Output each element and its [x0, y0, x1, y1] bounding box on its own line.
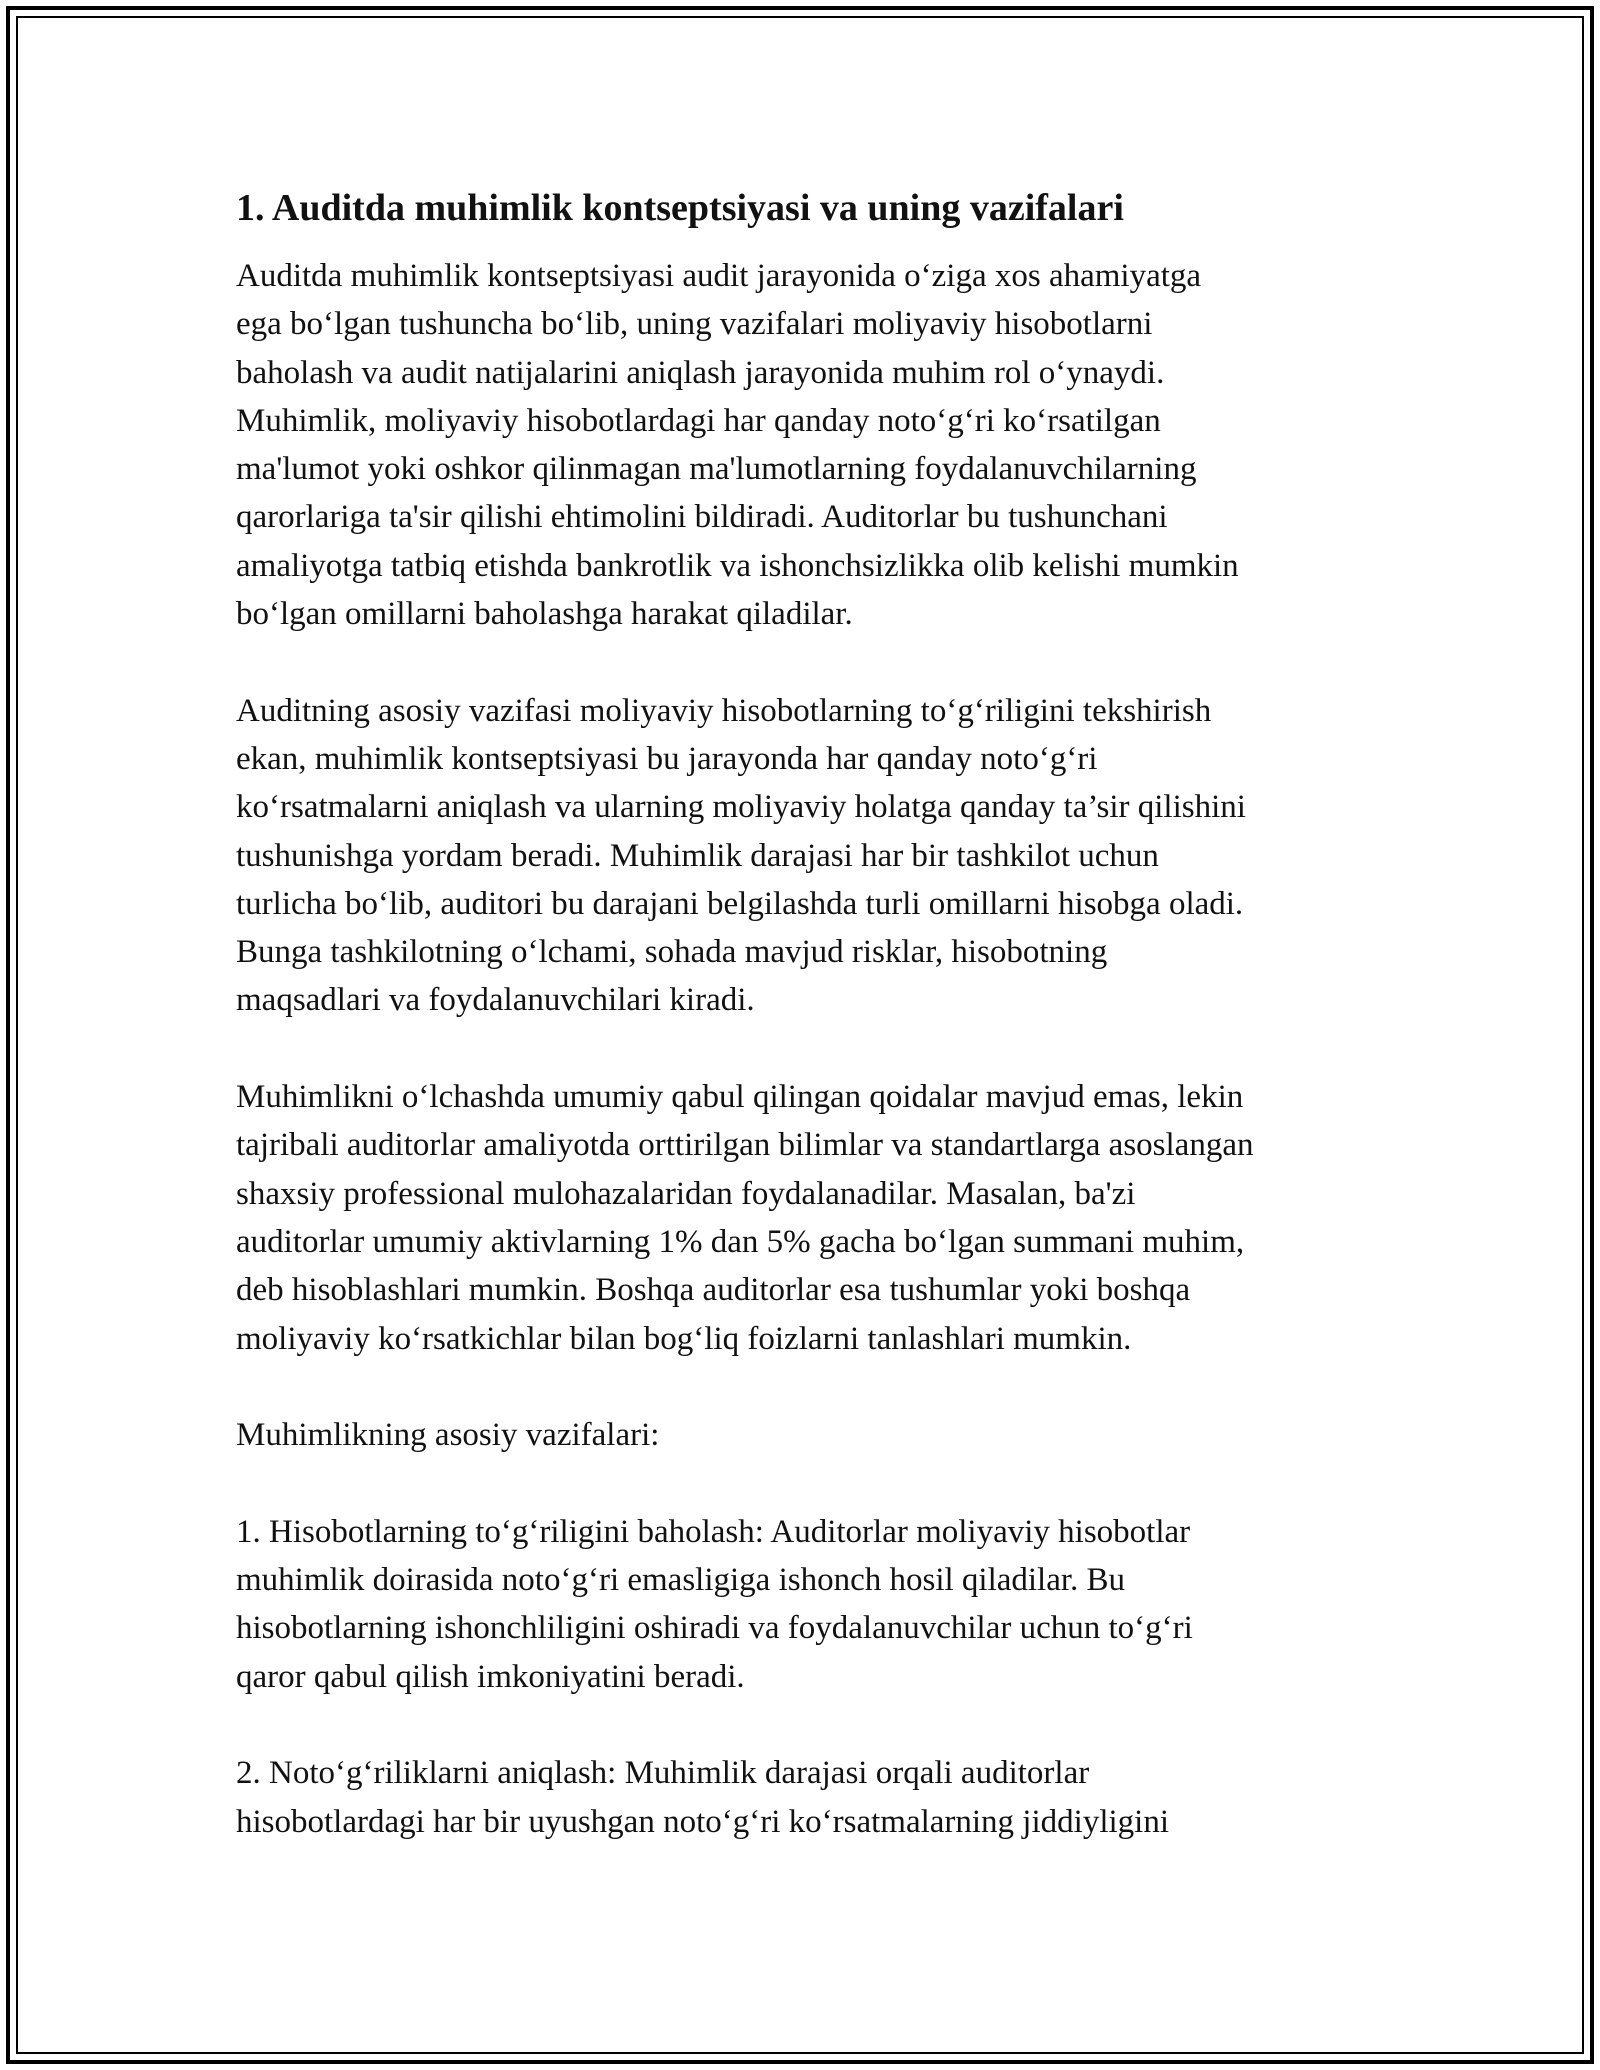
paragraph-spacer: [236, 638, 1366, 686]
paragraph-spacer: [236, 1025, 1366, 1073]
paragraph-list-intro: Muhimlikning asosiy vazifalari:: [236, 1417, 660, 1454]
paragraph-main-task: Auditning asosiy vazifasi moliyaviy hisobotlarning to‘g‘riligini tekshirish ekan, muhimlik kontseptsiyasi bu jarayonda har qanday noto‘g‘ri ko‘rsatmalarni aniqlash va ularning moliyaviy holatga qanday ta’sir qilishini tushunishga yordam beradi. Muhimlik darajasi har bir tashkilot uchun turlicha bo‘lib, auditori bu darajani belgilashda turli omillarni hisobga oladi. Bunga tashkilotning o‘lchami, sohada mavjud risklar, hisobotning maqsadlari va foydalanuvchilari kiradi.: [236, 692, 1246, 1019]
paragraph-spacer: [236, 1701, 1366, 1749]
document-body: [236, 184, 1366, 1846]
paragraph-intro: Auditda muhimlik kontseptsiyasi audit jarayonida o‘ziga xos ahamiyatga ega bo‘lgan tushuncha bo‘lib, uning vazifalari moliyaviy hisobotlarni baholash va audit natijalarini aniqlash jarayonida muhim rol o‘ynaydi. Muhimlik, moliyaviy hisobotlardagi har qanday noto‘g‘ri ko‘rsatilgan ma'lumot yoki oshkor qilinmagan ma'lumotlarning foydalanuvchilarning qarorlariga ta'sir qilishi ehtimolini bildiradi. Auditorlar bu tushunchani amaliyotga tatbiq etishda bankrotlik va ishonchsizlikka olib kelishi mumkin bo‘lgan omillarni baholashga harakat qiladilar.: [236, 258, 1239, 633]
list-item-1: 1. Hisobotlarning to‘g‘riligini baholash: Auditorlar moliyaviy hisobotlar muhimlik doirasida noto‘g‘ri emasligiga ishonch hosil qiladilar. Bu hisobotlarning ishonchliligini oshiradi va foydalanuvchilar uchun to‘g‘ri qaror qabul qilish imkoniyatini beradi.: [236, 1513, 1193, 1695]
paragraph-measurement: Muhimlikni o‘lchashda umumiy qabul qilingan qoidalar mavjud emas, lekin tajribali auditorlar amaliyotda orttirilgan bilimlar va standartlarga asoslangan shaxsiy professional mulohazalaridan foydalanadilar. Masalan, ba'zi auditorlar umumiy aktivlarning 1% dan 5% gacha bo‘lgan summani muhim, deb hisoblashlari mumkin. Boshqa auditorlar esa tushumlar yoki boshqa moliyaviy ko‘rsatkichlar bilan bog‘liq foizlarni tanlashlari mumkin.: [236, 1079, 1254, 1357]
list-item-2: 2. Noto‘g‘riliklarni aniqlash: Muhimlik darajasi orqali auditorlar hisobotlardagi har bir uyushgan noto‘g‘ri ko‘rsatmalarning jiddiyligini: [236, 1755, 1169, 1840]
paragraph-spacer: [236, 1459, 1366, 1507]
paragraph-spacer: [236, 1363, 1366, 1411]
section-heading: 1. Auditda muhimlik kontseptsiyasi va uning vazifalari: [236, 187, 1124, 229]
